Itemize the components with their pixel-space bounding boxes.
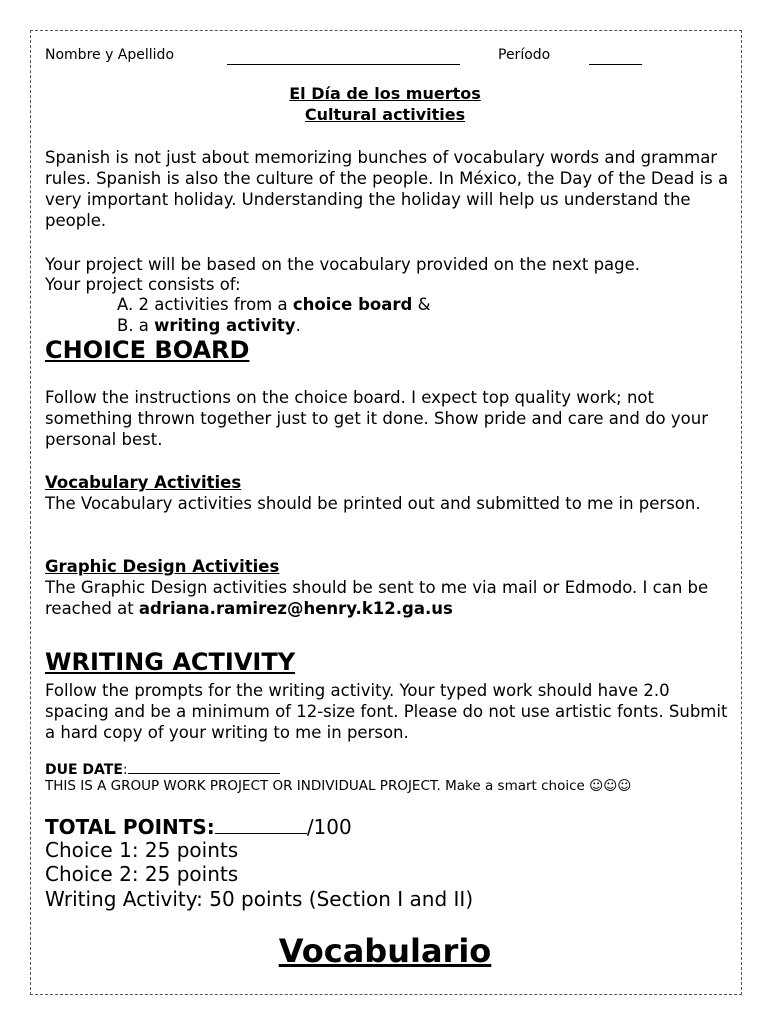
period-label: Período [498, 47, 551, 63]
name-blank-line [227, 64, 460, 65]
group-work-note: THIS IS A GROUP WORK PROJECT OR INDIVIDUAL PROJECT. Make a smart choice ☺☺☺ [45, 778, 632, 794]
due-date-row [45, 761, 280, 778]
writing-activity-paragraph: Follow the prompts for the writing activity. Your typed work should have 2.0 spacing and be a minimum of 12-size font. Please do not use artistic fonts. Submit a hard copy of your writing to me in person. [45, 681, 728, 742]
item-b-suffix: . [295, 316, 301, 335]
item-a-suffix: & [412, 295, 431, 314]
vocab-activities-heading: Vocabulary Activities [45, 473, 242, 492]
due-date-colon: : [122, 762, 128, 778]
item-b-prefix: B. a [117, 316, 155, 335]
writing-points: Writing Activity: 50 points (Section I and II) [45, 887, 474, 911]
vocab-activities-text: The Vocabulary activities should be printed out and submitted to me in person. [45, 494, 701, 513]
choice2-points: Choice 2: 25 points [45, 862, 239, 886]
page-subtitle: Cultural activities [304, 105, 466, 124]
due-date-blank [128, 761, 280, 774]
total-points-suffix: /100 [306, 815, 352, 839]
project-item-a [117, 294, 430, 315]
project-line-1: Your project will be based on the vocabulary provided on the next page. [45, 255, 641, 274]
page-title: El Día de los muertos [289, 84, 481, 103]
project-line-2: Your project consists of: [45, 275, 241, 294]
name-label: Nombre y Apellido [45, 47, 175, 63]
period-blank-line [589, 64, 642, 65]
total-points-row [45, 815, 352, 839]
vocabulario-heading: Vocabulario [278, 932, 492, 970]
item-a-prefix: A. 2 activities from a [117, 295, 293, 314]
due-date-label: DUE DATE [45, 762, 123, 778]
graphic-text: The Graphic Design activities should be sent to me via mail or Edmodo. I can be reached at [45, 578, 709, 618]
intro-paragraph: Spanish is not just about memorizing bunches of vocabulary words and grammar rules. Spanish is also the culture of the people. In México, the Day of the Dead is a very important holiday. Understanding the holiday will help us understand the people. [45, 148, 729, 230]
email-address: adriana.ramirez@henry.k12.ga.us [138, 599, 453, 618]
writing-activity-heading: WRITING ACTIVITY [45, 648, 296, 676]
item-a-bold: choice board [292, 295, 413, 314]
total-points-label: TOTAL POINTS: [45, 815, 215, 839]
item-b-bold: writing activity [154, 316, 296, 335]
choice-board-heading: CHOICE BOARD [45, 336, 250, 364]
graphic-activities-text [45, 577, 730, 619]
project-item-b [117, 315, 301, 336]
graphic-activities-heading: Graphic Design Activities [45, 557, 280, 576]
choice1-points: Choice 1: 25 points [45, 838, 239, 862]
choice-board-paragraph: Follow the instructions on the choice board. I expect top quality work; not something thrown together just to get it done. Show pride and care and do your personal best. [45, 388, 708, 449]
total-points-blank [215, 815, 307, 834]
